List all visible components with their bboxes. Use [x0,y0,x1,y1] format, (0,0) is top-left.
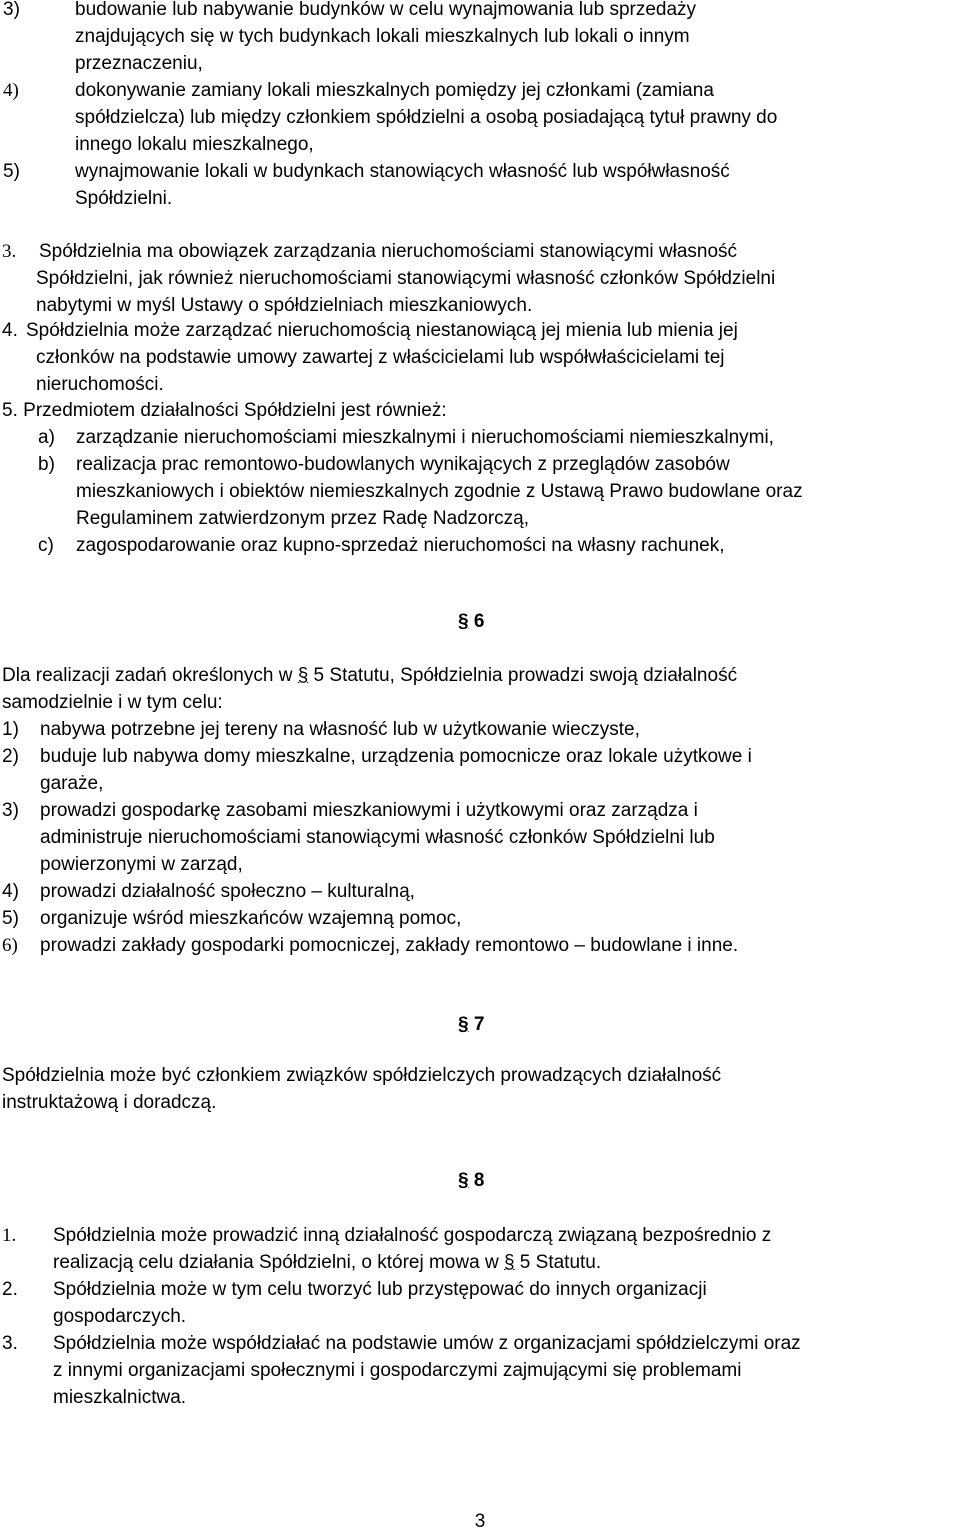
paragraph-intro [0,397,960,424]
item-line: innego lokalu mieszkalnego, [75,134,314,155]
item-number: 4) [3,80,19,101]
paragraph-line: Spółdzielnia może być członkiem związków spółdzielczych prowadzących działalność [2,1065,722,1086]
item-number: 3) [3,0,20,20]
list-item [0,743,960,797]
list-item [0,878,960,905]
list-item [0,451,960,532]
list-item [0,1330,960,1411]
paragraph-line: członków na podstawie umowy zawartej z właścicielami lub współwłaścicielami tej [36,347,725,368]
list-item [0,932,960,959]
list-item [0,1222,960,1276]
item-line: nabywa potrzebne jej tereny na własność lub w użytkowanie wieczyste, [40,719,640,740]
list-item [0,424,960,451]
item-line: prowadzi zakłady gospodarki pomocniczej, zakłady remontowo – budowlane i inne. [40,935,739,956]
section-6-body [0,662,960,959]
item-number: 6) [2,935,18,956]
paragraph-5 [0,397,960,559]
item-number: 5) [3,161,20,182]
page-number: 3 [474,1511,486,1532]
item-line: zagospodarowanie oraz kupno-sprzedaż nieruchomości na własny rachunek, [76,535,725,556]
intro-text: 5 Statutu, Spółdzielnia prowadzi swoją działalność [308,665,738,686]
section-intro-line: samodzielnie i w tym celu: [2,692,223,713]
item-number: 1. [2,1225,17,1246]
intro-text: Dla realizacji zadań określonych w [2,665,298,686]
paragraph-intro-text: Przedmiotem działalności Spółdzielni jest również: [23,400,447,421]
section-number: 7 [473,1014,485,1035]
section-number: 6 [473,611,485,632]
section-symbol: § [297,665,309,686]
list-item [0,905,960,932]
paragraph-4 [0,317,960,398]
item-line: spółdzielcza) lub między członkiem spółdzielni a osobą posiadającą tytuł prawny do [75,107,778,128]
item-line: gospodarczych. [53,1306,187,1327]
list-item [0,0,960,77]
section-symbol: § [458,1170,469,1191]
section-intro-line [0,662,960,689]
section-symbol: § [503,1252,515,1273]
item-number: c) [38,535,54,556]
item-line: Spółdzielnia może w tym celu tworzyć lub przystępować do innych organizacji [53,1279,707,1300]
item-number: 2) [2,746,19,767]
item-number: b) [38,454,55,475]
section-heading-7 [458,1011,498,1038]
list-item [0,797,960,878]
item-line: wynajmowanie lokali w budynkach stanowiących własność lub współwłasność [75,161,730,182]
list-item [0,532,960,559]
item-line: garaże, [40,773,104,794]
item-line: Spółdzielni. [75,188,173,209]
item-line: organizuje wśród mieszkańców wzajemną pomoc, [40,908,462,929]
section-heading-6 [458,608,498,635]
item-text: realizacją celu działania Spółdzielni, o której mowa w [53,1252,504,1273]
item-line: administruje nieruchomościami stanowiącymi własność członków Spółdzielni lub [40,827,715,848]
section-symbol: § [458,1014,469,1035]
top-list [0,0,960,212]
item-line: mieszkalnictwa. [53,1387,187,1408]
item-number: 4) [2,881,19,902]
section-7-body [0,1062,960,1116]
item-line: z innymi organizacjami społecznymi i gospodarczymi zajmującymi się problemami [53,1360,742,1381]
paragraph-number: 5. [2,400,18,421]
item-line [53,1249,960,1276]
item-number: 2. [2,1279,18,1300]
item-number: 1) [2,719,19,740]
paragraph-line: Spółdzielni, jak również nieruchomościami stanowiącymi własność członków Spółdzielni [36,268,776,289]
item-line: zarządzanie nieruchomościami mieszkalnymi i nieruchomościami niemieszkalnymi, [76,427,774,448]
item-line: Spółdzielnia może prowadzić inną działalność gospodarczą związaną bezpośrednio z [53,1225,772,1246]
section-heading-8 [458,1167,498,1194]
list-item [0,1276,960,1330]
item-line: powierzonymi w zarząd, [40,854,243,875]
paragraph-number: 3. [2,241,17,262]
paragraph-line: nabytymi w myśl Ustawy o spółdzielniach mieszkaniowych. [36,295,533,316]
item-number: 3) [2,800,19,821]
item-line: znajdujących się w tych budynkach lokali mieszkalnych lub lokali o innym [75,26,690,47]
paragraph-line: instruktażową i doradczą. [2,1092,217,1113]
list-item [0,77,960,158]
item-number: 3. [2,1333,18,1354]
item-line: budowanie lub nabywanie budynków w celu wynajmowania lub sprzedaży [75,0,697,20]
list-item [0,158,960,212]
item-line: prowadzi działalność społeczno – kulturalną, [40,881,415,902]
paragraph-3 [0,238,960,319]
paragraph-line: Spółdzielnia może zarządzać nieruchomością niestanowiącą jej mienia lub mienia jej [26,320,738,341]
item-line: realizacja prac remontowo-budowlanych wynikających z przeglądów zasobów [76,454,730,475]
item-line: buduje lub nabywa domy mieszkalne, urządzenia pomocnicze oraz lokale użytkowe i [40,746,752,767]
item-number: a) [38,427,55,448]
item-number: 5) [2,908,19,929]
item-line: prowadzi gospodarkę zasobami mieszkaniowymi i użytkowymi oraz zarządza i [40,800,698,821]
paragraph-line: nieruchomości. [36,374,164,395]
paragraph-line: Spółdzielnia ma obowiązek zarządzania nieruchomościami stanowiącymi własność [39,241,738,262]
section-number: 8 [473,1170,485,1191]
item-line: mieszkaniowych i obiektów niemieszkalnych zgodnie z Ustawą Prawo budowlane oraz [76,481,803,502]
paragraph-number: 4. [2,320,18,341]
item-line: dokonywanie zamiany lokali mieszkalnych pomiędzy jej członkami (zamiana [75,80,714,101]
item-line: Regulaminem zatwierdzonym przez Radę Nadzorczą, [76,508,530,529]
section-8-body [0,1222,960,1411]
section-symbol: § [458,611,469,632]
list-item [0,716,960,743]
item-text: 5 Statutu. [514,1252,602,1273]
item-line: Spółdzielnia może współdziałać na podstawie umów z organizacjami spółdzielczymi oraz [53,1333,801,1354]
item-line: przeznaczeniu, [75,53,203,74]
